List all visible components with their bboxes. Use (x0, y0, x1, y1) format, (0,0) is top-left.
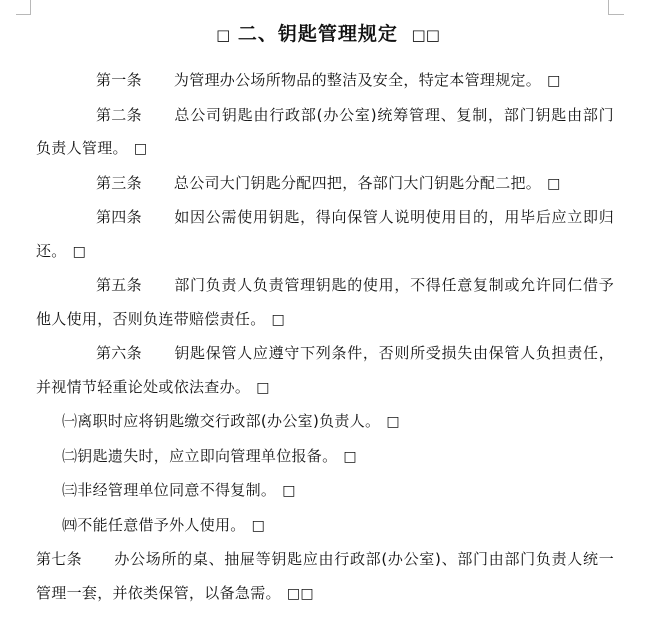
crop-mark-top-right (608, 0, 609, 14)
article-text: 总公司钥匙由行政部(办公室)统筹管理、复制，部门钥匙由部门负责人管理。 (36, 105, 614, 157)
article-text: 办公场所的桌、抽屉等钥匙应由行政部(办公室)、部门由部门负责人统一管理一套，并依类保管，以备急需。 (36, 550, 614, 602)
format-mark: □ (216, 26, 231, 44)
article-number: 第三条 (96, 173, 142, 192)
crop-mark-top-left (16, 14, 31, 15)
article-number: 第四条 (96, 208, 142, 226)
crop-mark-top-left (30, 0, 31, 14)
paragraph-mark: □□ (286, 585, 314, 602)
list-item-text: ㈣不能任意借予外人使用。 (62, 515, 246, 534)
article-number: 第一条 (96, 71, 142, 89)
article-paragraph (36, 167, 614, 202)
document-heading (36, 14, 614, 54)
page-title: 二、钥匙管理规定 (237, 23, 398, 45)
document-body[interactable] (36, 14, 614, 611)
paragraph-mark: □ (256, 379, 270, 396)
paragraph-mark: □ (133, 141, 148, 157)
article-number: 第五条 (96, 276, 142, 294)
paragraph-mark: □ (547, 73, 561, 89)
article-paragraph (36, 269, 614, 337)
paragraph-mark: □ (547, 175, 561, 192)
article-text: 部门负责人负责管理钥匙的使用，不得任意复制或允许同仁借予他人使用，否则负连带赔偿责任。 (36, 276, 614, 328)
article-paragraph (36, 99, 614, 167)
article-paragraph (36, 201, 614, 269)
article-paragraph (36, 64, 614, 99)
article-text: 钥匙保管人应遵守下列条件，否则所受损失由保管人负担责任，并视情节轻重论处或依法查办。 (36, 344, 614, 396)
paragraph-mark: □ (72, 243, 87, 260)
list-item (36, 509, 614, 544)
list-item (36, 405, 614, 440)
article-number: 第二条 (96, 105, 142, 124)
article-number: 第六条 (96, 344, 142, 362)
paragraph-mark: □ (282, 483, 296, 499)
article-paragraph (36, 337, 614, 405)
paragraph-mark: □ (386, 414, 400, 430)
article-paragraph (36, 543, 614, 611)
format-mark: □□ (411, 26, 440, 44)
article-number: 第七条 (36, 550, 82, 568)
list-item (36, 440, 614, 475)
paragraph-mark: □ (271, 311, 286, 328)
paragraph-mark: □ (343, 448, 357, 465)
paragraph-mark: □ (251, 517, 266, 534)
list-item-text: ㈢非经管理单位同意不得复制。 (62, 481, 277, 499)
article-text: 为管理办公场所物品的整洁及安全，特定本管理规定。 (173, 71, 542, 89)
list-item (36, 474, 614, 509)
list-item-text: ㈡钥匙遗失时，应立即向管理单位报备。 (62, 446, 338, 465)
article-text: 总公司大门钥匙分配四把，各部门大门钥匙分配二把。 (173, 173, 542, 192)
list-item-text: ㈠离职时应将钥匙缴交行政部(办公室)负责人。 (62, 412, 381, 430)
article-text: 如因公需使用钥匙，得向保管人说明使用目的，用毕后应立即归还。 (36, 208, 614, 260)
